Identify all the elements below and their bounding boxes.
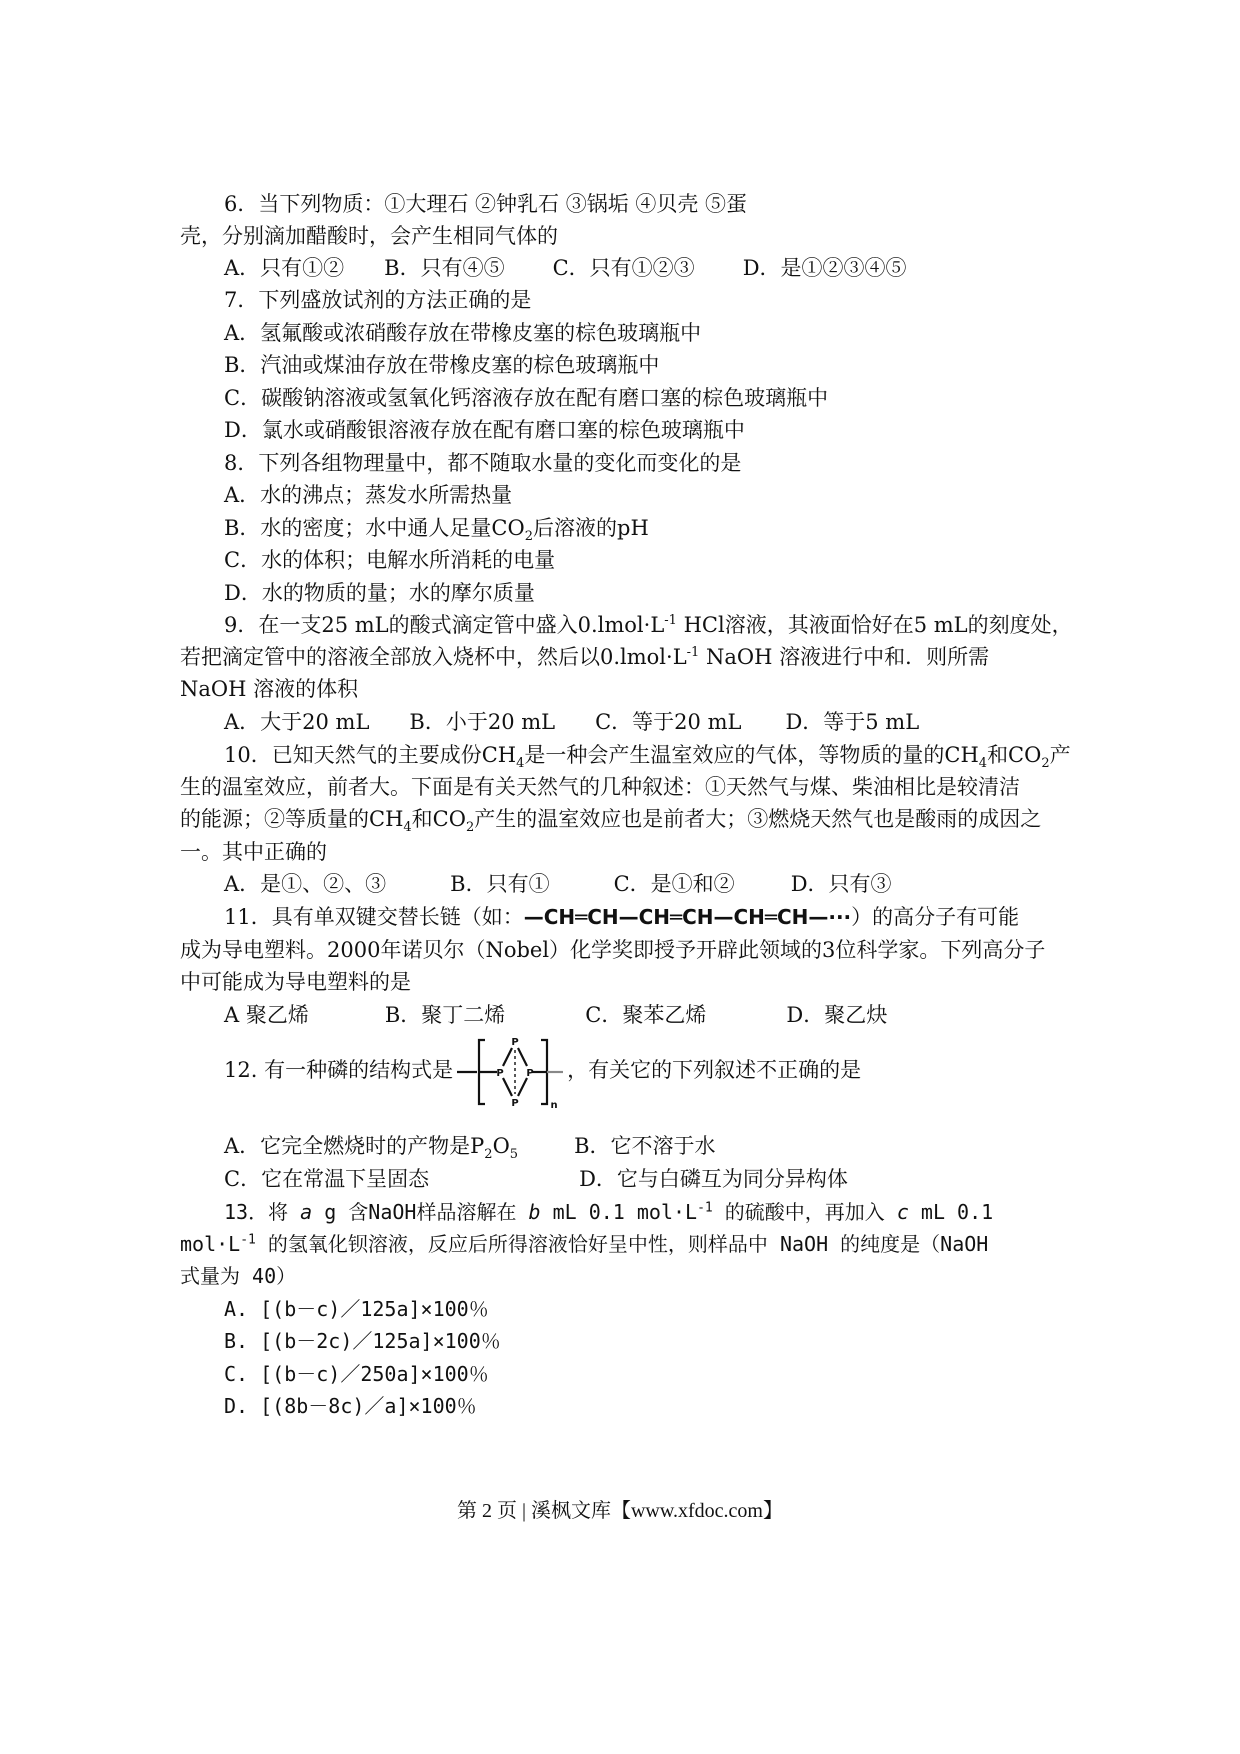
q11-option-d: D．聚乙炔 (786, 1003, 888, 1027)
q7-option-b: B．汽油或煤油存放在带橡皮塞的棕色玻璃瓶中 (224, 353, 660, 377)
q10-text: 产生的温室效应也是前者大；③燃烧天然气也是酸雨的成因之 (474, 807, 1042, 831)
q13-option-a: A. [(b－c)／125a]×100％ (224, 1297, 489, 1321)
q6-option-d: D．是①②③④⑤ (742, 256, 907, 280)
q7-option-c: C．碳酸钠溶液或氢氧化钙溶液存放在配有磨口塞的棕色玻璃瓶中 (224, 386, 829, 410)
q10-text: 是一种会产生温室效应的气体，等物质的量的CH (524, 743, 979, 767)
q9-stem-line3: NaOH 溶液的体积 (180, 677, 359, 701)
page-footer: 第 2 页 | 溪枫文库【www.xfdoc.com】 (456, 1500, 783, 1522)
q10-stem-line1 (224, 739, 1071, 771)
variable-b: b (528, 1200, 541, 1224)
q10-stem-line4: 一。其中正确的 (180, 840, 327, 864)
subscript: 4 (978, 756, 988, 772)
q13-stem-line3: 式量为 40） (180, 1264, 297, 1288)
superscript: -1 (664, 613, 677, 628)
q10-text: 和CO (987, 743, 1042, 767)
q13-option-c: C. [(b－c)／250a]×100％ (224, 1362, 489, 1386)
q6-stem-line2: 壳，分别滴加醋酸时，会产生相同气体的 (180, 224, 558, 248)
subscript: 2 (484, 1147, 493, 1163)
q7-stem: 7．下列盛放试剂的方法正确的是 (224, 288, 532, 312)
atom-label-left: P (496, 1067, 504, 1079)
q12-text: A．它完全燃烧时的产物是P (224, 1134, 485, 1158)
q8-option-c: C．水的体积；电解水所消耗的电量 (224, 548, 556, 572)
subscript: 5 (509, 1147, 519, 1163)
q13-text: mL 0.1 (908, 1200, 994, 1224)
q9-text: 若把滴定管中的溶液全部放入烧杯中，然后以0.lmol·L (180, 645, 687, 669)
variable-c: c (896, 1200, 909, 1224)
q12-option-c: C．它在常温下呈固态 (224, 1167, 430, 1191)
subscript: 4 (516, 756, 525, 772)
q10-text: 产 (1049, 743, 1071, 767)
superscript: -1 (697, 1200, 713, 1216)
phosphorus-structure-diagram (455, 1034, 565, 1110)
q12-options-row2 (224, 1163, 848, 1195)
atom-label-bottom: P (511, 1097, 519, 1109)
q8-stem: 8．下列各组物理量中，都不随取水量的变化而变化的是 (224, 451, 742, 475)
atom-label-top: P (511, 1036, 519, 1048)
q10-option-b: B．只有① (450, 872, 550, 896)
q7-option-d: D．氯水或硝酸银溶液存放在配有磨口塞的棕色玻璃瓶中 (224, 418, 745, 442)
q10-text: 的能源；②等质量的CH (180, 807, 404, 831)
q9-text: 9．在一支25 mL的酸式滴定管中盛入0.lmol·L (224, 613, 665, 637)
q10-option-d: D．只有③ (790, 872, 892, 896)
q13-text: mL 0.1 mol·L (540, 1200, 698, 1224)
q12-stem (224, 1030, 861, 1110)
q12-text: O (492, 1134, 510, 1158)
q13-text: g 含NaOH样品溶解在 (312, 1200, 529, 1224)
q9-text: HCl溶液，其液面恰好在5 mL的刻度处， (676, 613, 1073, 637)
q13-text: 13．将 (224, 1200, 301, 1224)
q13-text: mol·L (180, 1232, 241, 1256)
q8-option-a: A．水的沸点；蒸发水所需热量 (224, 483, 513, 507)
q9-option-d: D．等于5 mL (785, 710, 920, 734)
q7-option-a: A．氢氟酸或浓硝酸存放在带橡皮塞的棕色玻璃瓶中 (224, 321, 702, 345)
q11-text: ）的高分子有可能 (851, 905, 1020, 929)
q13-option-b: B. [(b－2c)／125a]×100％ (224, 1329, 501, 1353)
q11-stem-line2: 成为导电塑料。2000年诺贝尔（Nobel）化学奖即授予开辟此领域的3位科学家。下列高分子 (180, 938, 1046, 962)
subscript: 2 (465, 820, 475, 836)
q9-option-a: A．大于20 mL (224, 710, 370, 734)
variable-a: a (300, 1200, 313, 1224)
q8-option-b-tail: 后溶液的pH (533, 516, 649, 540)
atom-label-right: P (526, 1067, 534, 1079)
q9-stem-line2 (180, 641, 989, 673)
q11-options (224, 999, 887, 1031)
q8-option-b-text: B．水的密度；水中通人足量CO (224, 516, 525, 540)
q11-option-a: A 聚乙烯 (224, 1003, 309, 1027)
q10-options (224, 868, 892, 900)
q12-options-row1 (224, 1130, 716, 1162)
q12-option-a (224, 1134, 519, 1163)
q11-stem-line3: 中可能成为导电塑料的是 (180, 970, 411, 994)
q13-text: 的硫酸中，再加入 (712, 1200, 897, 1224)
q6-option-a: A．只有①② (224, 256, 345, 280)
q8-option-b (224, 512, 649, 544)
q9-stem-line1 (224, 609, 1073, 641)
subscript: 2 (524, 529, 533, 545)
q13-text: 的氢氧化钡溶液，反应后所得溶液恰好呈中性，则样品中 NaOH 的纯度是（NaOH (255, 1232, 989, 1256)
q11-option-b: B．聚丁二烯 (384, 1003, 506, 1027)
q8-option-d: D．水的物质的量；水的摩尔质量 (224, 581, 535, 605)
repeat-subscript-n: n (550, 1099, 558, 1110)
q10-option-a: A．是①、②、③ (224, 872, 387, 896)
superscript: -1 (240, 1232, 256, 1248)
q11-stem-line1 (224, 901, 1019, 933)
superscript: -1 (686, 645, 700, 660)
q11-option-c: C．聚苯乙烯 (585, 1003, 707, 1027)
q13-stem-line1 (224, 1196, 993, 1228)
conjugated-chain-formula: —CH═CH—CH═CH—CH═CH—··· (523, 905, 852, 929)
subscript: 4 (403, 820, 412, 836)
q12-text: ，有关它的下列叙述不正确的是 (567, 1058, 862, 1082)
subscript: 2 (1041, 756, 1050, 772)
q12-text: 12. 有一种磷的结构式是 (224, 1058, 454, 1082)
q9-option-c: C．等于20 mL (595, 710, 742, 734)
q9-text: NaOH 溶液进行中和．则所需 (699, 645, 990, 669)
q6-stem-line1: 6．当下列物质：①大理石 ②钟乳石 ③锅垢 ④贝壳 ⑤蛋 (224, 192, 748, 216)
q12-option-d: D．它与白磷互为同分异构体 (579, 1167, 848, 1191)
q6-option-c: C．只有①②③ (552, 256, 695, 280)
q13-stem-line2 (180, 1228, 988, 1260)
q12-option-b: B．它不溶于水 (574, 1134, 716, 1158)
q10-stem-line3 (180, 803, 1041, 835)
q10-stem-line2: 生的温室效应，前者大。下面是有关天然气的几种叙述：①天然气与煤、柴油相比是较清洁 (180, 775, 1020, 799)
q13-option-d: D. [(8b－8c)／a]×100％ (224, 1394, 477, 1418)
q9-options (224, 706, 919, 738)
q9-option-b: B．小于20 mL (409, 710, 556, 734)
q6-options (224, 252, 907, 284)
q6-option-b: B．只有④⑤ (384, 256, 505, 280)
q10-option-c: C．是①和② (613, 872, 735, 896)
q10-text: 和CO (411, 807, 466, 831)
q10-text: 10．已知天然气的主要成份CH (224, 743, 517, 767)
q11-text: 11．具有单双键交替长链（如： (224, 905, 524, 929)
